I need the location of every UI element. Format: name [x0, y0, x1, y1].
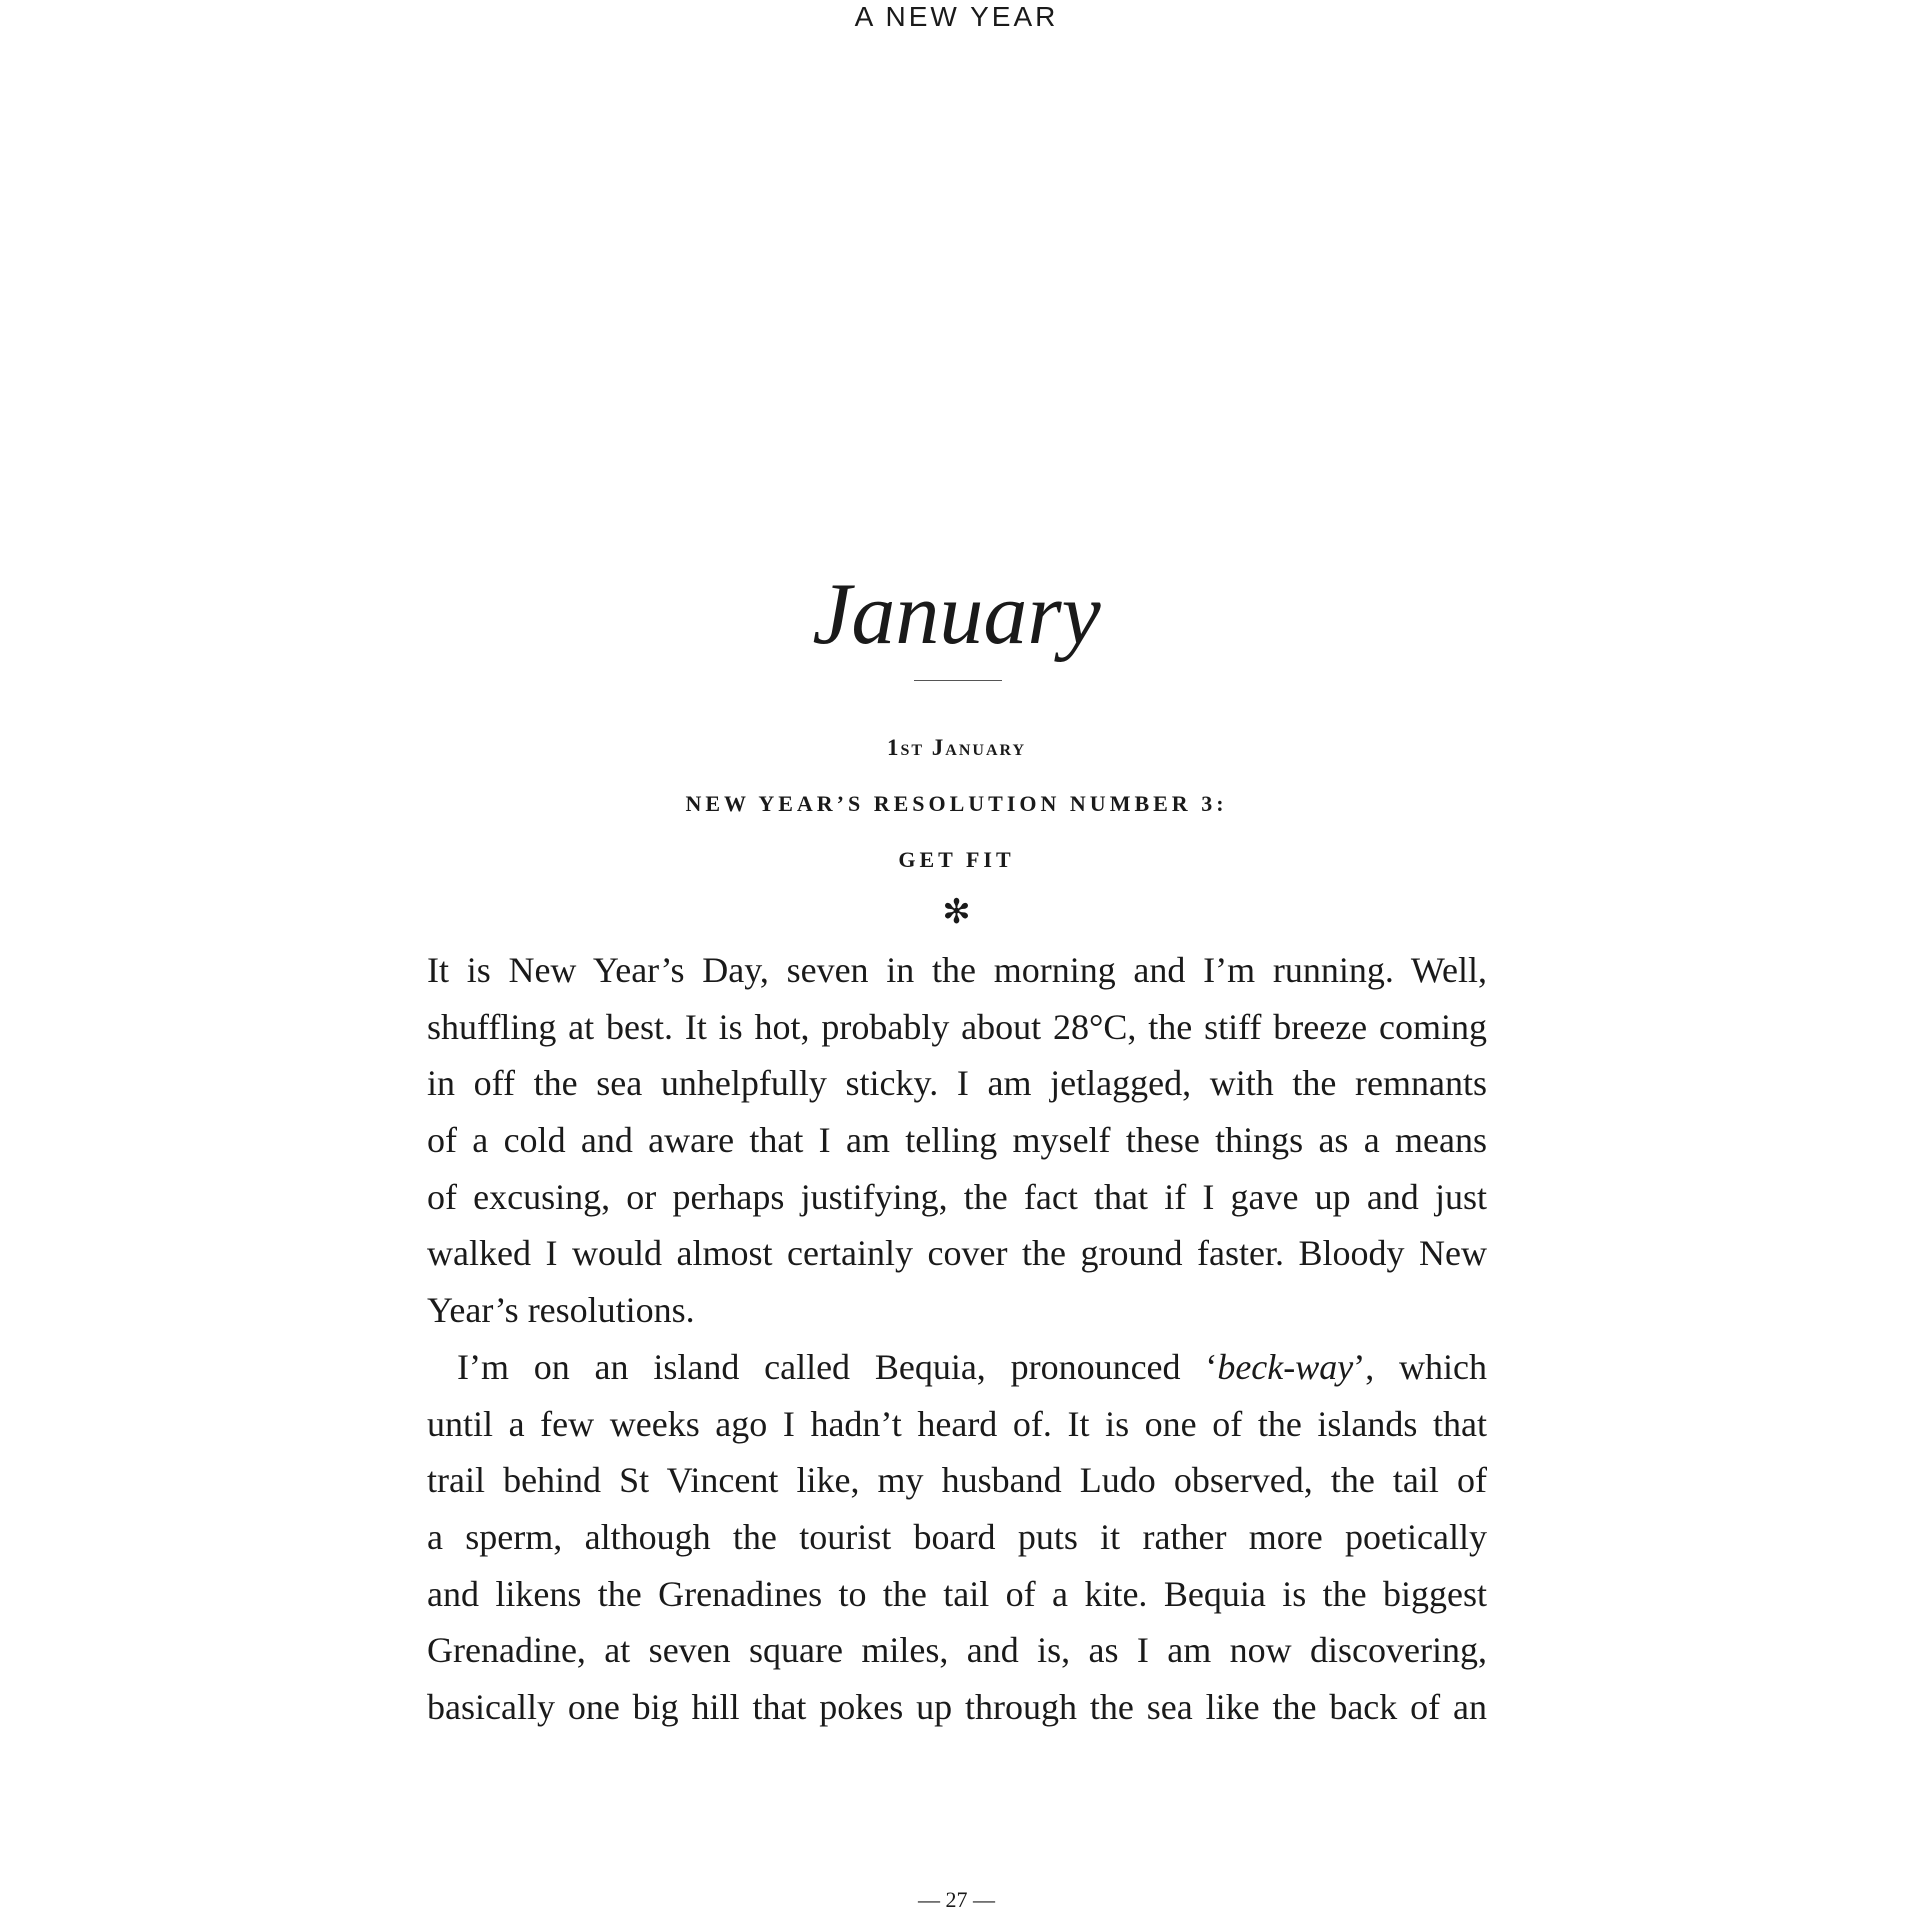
- italic-pronunciation: beck-way: [1217, 1346, 1354, 1387]
- body-line: of a cold and aware that I am telling myself these things as a means: [427, 1120, 1487, 1161]
- resolution-subheading: GET FIT: [898, 847, 1015, 872]
- chapter-title: January: [812, 566, 1101, 663]
- date-heading: 1st January: [886, 735, 1027, 760]
- body-line: basically one big hill that pokes up through the sea like the back of an: [427, 1686, 1487, 1727]
- body-line: of excusing, or perhaps justifying, the fact that if I gave up and just: [427, 1176, 1487, 1217]
- text-run: ’, which: [1353, 1346, 1488, 1387]
- paragraph-first-line: [427, 1339, 1487, 1396]
- text-run: I’m on an island called Bequia, pronounced ‘: [457, 1346, 1218, 1387]
- body-line: in off the sea unhelpfully sticky. I am jetlagged, with the remnants: [427, 1063, 1487, 1104]
- body-line: walked I would almost certainly cover the ground faster. Bloody New: [427, 1233, 1487, 1274]
- body-line: It is New Year’s Day, seven in the morning and I’m running. Well,: [427, 950, 1487, 990]
- running-head: A NEW YEAR: [854, 1, 1059, 32]
- asterisk-ornament-icon: ✻: [942, 894, 971, 931]
- body-line: trail behind St Vincent like, my husband Ludo observed, the tail of: [427, 1460, 1487, 1501]
- resolution-heading: NEW YEAR’S RESOLUTION NUMBER 3:: [685, 791, 1228, 816]
- body-line: and likens the Grenadines to the tail of a kite. Bequia is the biggest: [427, 1573, 1487, 1614]
- body-line: shuffling at best. It is hot, probably about 28°C, the stiff breeze coming: [427, 1006, 1487, 1047]
- body-line: Year’s resolutions.: [427, 1290, 695, 1331]
- page-number: — 27 —: [918, 1887, 995, 1912]
- body-line: until a few weeks ago I hadn’t heard of. It is one of the islands that: [427, 1403, 1487, 1444]
- title-divider: [914, 680, 1002, 681]
- body-text: [427, 942, 1487, 1736]
- body-line: a sperm, although the tourist board puts it rather more poetically: [427, 1516, 1487, 1557]
- body-line: Grenadine, at seven square miles, and is, as I am now discovering,: [427, 1630, 1487, 1671]
